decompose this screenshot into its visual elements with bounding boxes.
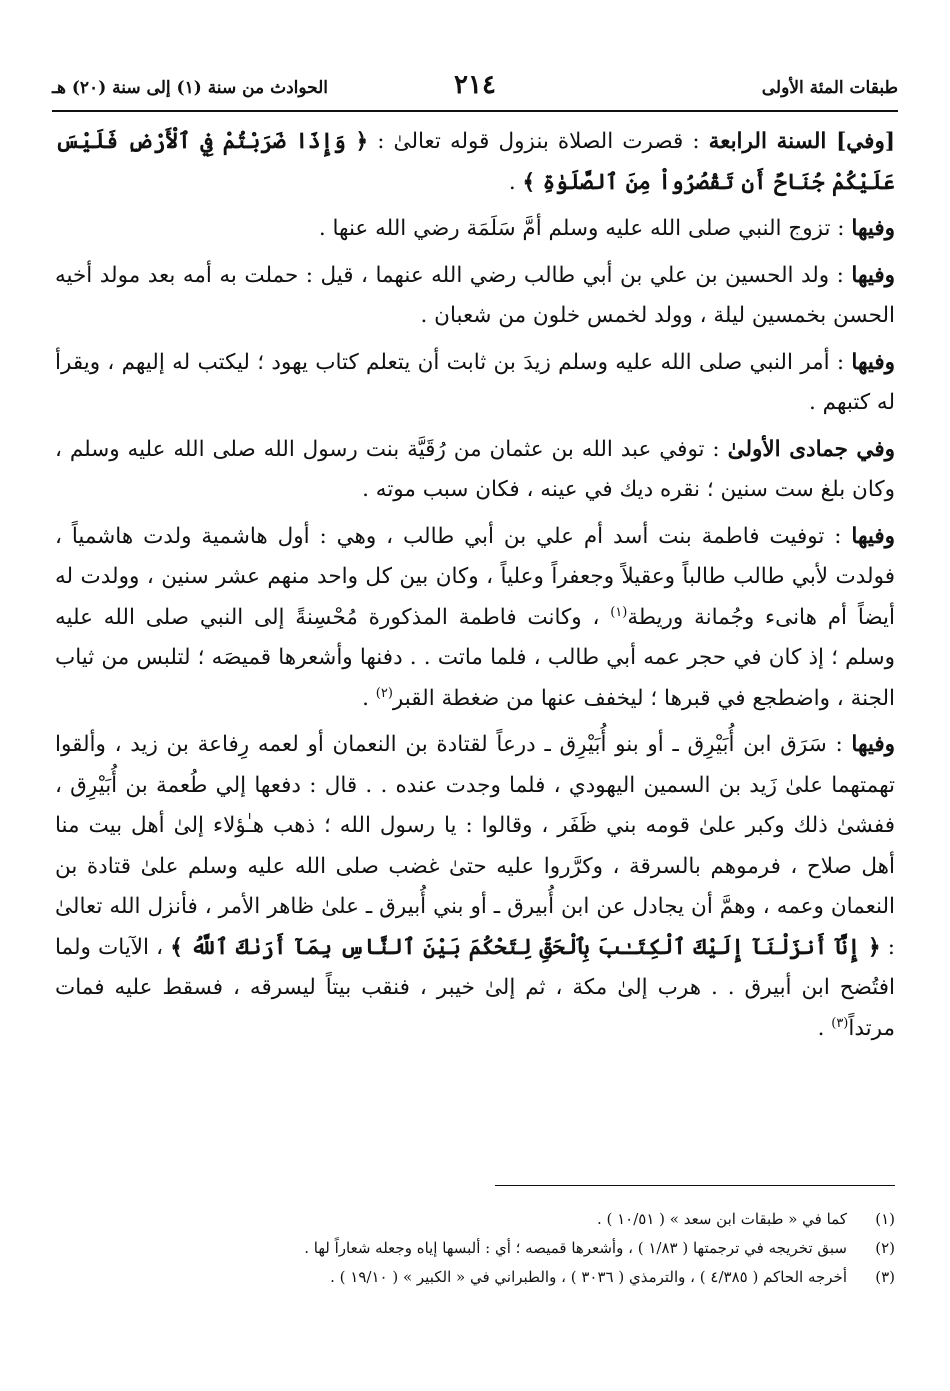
footnote-number: (٣) [875,1268,895,1286]
footnote-item [55,1263,895,1292]
paragraph-lead: وفي جمادى الأولىٰ [727,436,895,462]
page-number: ٢١٤ [454,70,496,100]
paragraph-lead: وفيها [851,216,895,241]
paragraph-ubayriq [55,725,895,1049]
footnote-text: أخرجه الحاكم ( ٤/٣٨٥ ) ، والترمذي ( ٣٠٣٦ ) ، والطبراني في « الكبير » ( ١٩/١٠ ) . [330,1268,847,1286]
paragraph-lead: وفيها [851,349,895,375]
paragraph-umm-salama [55,209,895,250]
paragraph-text: : قصرت الصلاة بنزول قوله تعالىٰ : [368,129,709,154]
paragraph-lead: [وفي] السنة الرابعة [708,129,895,154]
paragraph-lead: وفيها [851,523,895,549]
footnote-number: (١) [875,1210,895,1228]
footnote-text: سبق تخريجه في ترجمتها ( ١/٨٣ ) ، وأشعرها قميصه ؛ أي : ألبسها إياه وجعله شعاراً لها . [304,1239,847,1257]
footnote-ref[interactable]: (٣) [831,1015,849,1031]
book-title: طبقات المئة الأولى [761,78,898,98]
paragraph-tail: . [817,1015,832,1041]
paragraph-fatima [55,517,895,720]
main-text [55,122,895,1055]
footnote-ref[interactable]: (١) [610,604,628,620]
footnote-item [55,1205,895,1234]
paragraph-text: : ولد الحسين بن علي بن أبي طالب رضي الله عنهما ، قيل : حملت به أمه بعد مولد أخيه الحسن بخمسين ليلة ، وولد لخمس خلون من شعبان . [55,262,895,328]
paragraph-zayd [55,343,895,424]
paragraph-husayn [55,256,895,337]
footnote-ref[interactable]: (٢) [375,685,393,701]
running-header [52,66,898,106]
paragraph-text: : أمر النبي صلى الله عليه وسلم زيدَ بن ثابت أن يتعلم كتاب يهود ؛ ليكتب له إليهم ، ويقرأ له كتبهم . [55,349,895,415]
paragraph-text-continued: ، وكانت فاطمة المذكورة مُحْسِنةً إلى النبي صلى الله عليه وسلم ؛ إذ كان في حجر عمه أبي طالب ، فلما ماتت . . دفنها وأشعرها قميصَه ؛ لتلبس من ثياب الجنة ، واضطجع في قبرها ؛ ليخفف عنها من ضغطة القبر [55,604,895,711]
footnote-text: كما في « طبقات ابن سعد » ( ١٠/٥١ ) . [596,1210,847,1228]
paragraph-text-continued: ، الآيات ولما افتُضح ابن أبيرق . . هرب إلىٰ مكة ، ثم إلىٰ خيبر ، فنقب بيتاً ليسرقه ، فسقط عليه فمات مرتداً [55,934,895,1041]
footnote-number: (٢) [875,1239,895,1257]
quran-verse: ﴿ وَإِذَا ضَرَبْتُمْ فِي ٱلْأَرْضِ فَلَيْسَ عَلَيْكُمْ جُنَاحٌ أَن تَقْصُرُواْ مِنَ ٱلصَّلَوٰةِ ﴾ [55,129,895,195]
footnote-item [55,1234,895,1263]
paragraph-lead: وفيها [851,732,895,757]
paragraph-fourth-year [55,122,895,203]
paragraph-tail: . [508,169,523,195]
footnotes [55,1205,895,1292]
header-divider [52,110,898,112]
paragraph-lead: وفيها [851,262,895,288]
quran-verse: ﴿ إِنَّآ أَنزَلْنَآ إِلَيْكَ ٱلْكِتَـٰبَ بِٱلْحَقِّ لِتَحْكُمَ بَيْنَ ٱلنَّاسِ بِمَآ أَرَىٰكَ ٱللَّهُ ﴾ [170,934,881,960]
footnote-divider [495,1185,895,1186]
paragraph-text: : توفيت فاطمة بنت أسد أم علي بن أبي طالب ، وهي : أول هاشمية ولدت هاشمياً ، فولدت لأبي طالب طالباً وعقيلاً وجعفراً وعلياً ، وكان بين كل واحد منهم عشر سنين ، وولدت له أيضاً أم هانىء وجُمانة وريطة [55,523,895,630]
paragraph-text: : توفي عبد الله بن عثمان من رُقَيَّة بنت رسول الله صلى الله عليه وسلم ، وكان بلغ ست سنين ؛ نقره ديك في عينه ، فكان سبب موته . [55,436,895,502]
paragraph-text: : سَرَق ابن أُبَيْرِق ـ أو بنو أُبَيْرِق ـ درعاً لقتادة بن النعمان أو لعمه رِفاعة بن زيد ، وألقوا تهمتهما علىٰ زَيد بن السمين اليهودي ، فلما وجدت عنده . . قال : دفعها إلي طُعمة بن أُبَيْرِق ، ففشىٰ ذلك وكبر علىٰ قومه بني ظَفَر ، وقالوا : يا رسول الله ؛ ذهب هـٰؤلاء إلىٰ أهل بيت منا أهل صلاح ، فرموهم بالسرقة ، وكرَّروا عليه حتىٰ غضب صلى الله عليه وسلم علىٰ قتادة بن النعمان وعمه ، وهمَّ أن يجادل عن ابن أُبيرق ـ أو بني أُبيرق ـ علىٰ ظاهر الأمر ، فأنزل الله تعالىٰ : [55,732,895,960]
section-title: الحوادث من سنة (١) إلى سنة (٢٠) هـ [52,78,329,98]
paragraph-text: : تزوج النبي صلى الله عليه وسلم أمَّ سَلَمَة رضي الله عنها . [318,216,852,241]
paragraph-tail: . [362,685,376,711]
paragraph-jumada [55,430,895,511]
